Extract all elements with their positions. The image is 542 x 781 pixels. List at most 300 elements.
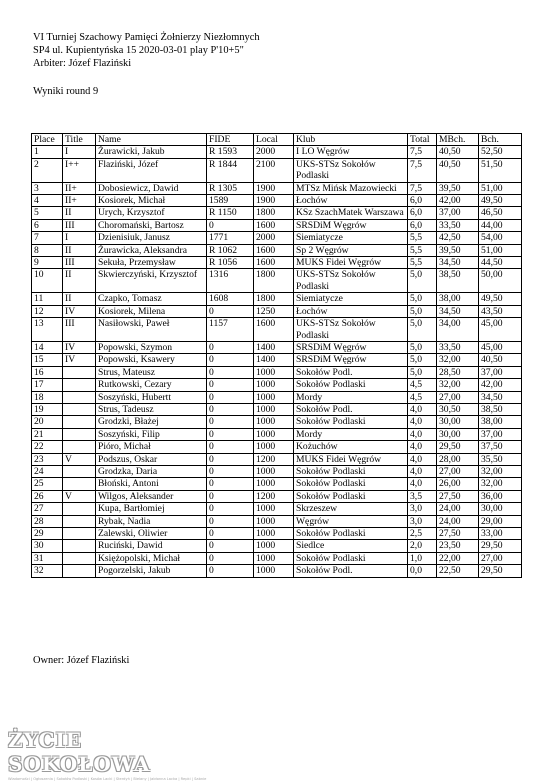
cell-total: 6,0 — [408, 207, 437, 219]
cell-mbch: 38,50 — [437, 269, 479, 293]
cell-klub: KSz SzachMatek Warszawa — [294, 207, 408, 219]
cell-local: 1000 — [254, 379, 294, 391]
cell-local: 1000 — [254, 441, 294, 453]
column-header-title: Title — [63, 134, 96, 146]
cell-fide: 0 — [207, 403, 254, 415]
cell-klub: Siemiatycze — [294, 232, 408, 244]
cell-bch: 37,50 — [479, 441, 522, 453]
cell-name: Sekuła, Przemysław — [96, 257, 207, 269]
cell-title — [63, 503, 96, 515]
cell-local: 1800 — [254, 269, 294, 293]
results-table — [31, 133, 522, 578]
cell-name: Rybak, Nadia — [96, 515, 207, 527]
cell-bch: 45,00 — [479, 318, 522, 342]
newspaper-watermark-logo — [8, 728, 207, 781]
cell-klub: Węgrów — [294, 515, 408, 527]
table-row — [32, 565, 522, 577]
cell-name: Kosiorek, Michał — [96, 195, 207, 207]
cell-title — [63, 366, 96, 378]
cell-bch: 38,50 — [479, 403, 522, 415]
cell-fide: 0 — [207, 453, 254, 465]
cell-mbch: 26,00 — [437, 478, 479, 490]
table-row — [32, 341, 522, 353]
table-row — [32, 305, 522, 317]
table-row — [32, 478, 522, 490]
cell-title: I++ — [63, 158, 96, 182]
cell-total: 5,0 — [408, 318, 437, 342]
cell-local: 2000 — [254, 146, 294, 158]
cell-fide: R 1150 — [207, 207, 254, 219]
cell-mbch: 34,50 — [437, 305, 479, 317]
cell-fide: 1316 — [207, 269, 254, 293]
arbiter-line: Arbiter: Józef Flaziński — [33, 57, 132, 69]
cell-total: 5,0 — [408, 366, 437, 378]
cell-name: Ruciński, Dawid — [96, 540, 207, 552]
cell-name: Księżopolski, Michał — [96, 552, 207, 564]
cell-fide: 0 — [207, 416, 254, 428]
table-row — [32, 244, 522, 256]
cell-bch: 49,50 — [479, 195, 522, 207]
cell-klub: Sp 2 Węgrów — [294, 244, 408, 256]
cell-mbch: 30,50 — [437, 403, 479, 415]
column-header-bch: Bch. — [479, 134, 522, 146]
cell-title: II — [63, 244, 96, 256]
cell-title — [63, 416, 96, 428]
cell-mbch: 39,50 — [437, 182, 479, 194]
cell-fide: 1157 — [207, 318, 254, 342]
cell-fide: R 1062 — [207, 244, 254, 256]
cell-mbch: 30,00 — [437, 416, 479, 428]
cell-name: Choromański, Bartosz — [96, 219, 207, 231]
cell-place: 3 — [32, 182, 63, 194]
cell-local: 1000 — [254, 403, 294, 415]
cell-total: 4,5 — [408, 379, 437, 391]
cell-mbch: 42,50 — [437, 232, 479, 244]
table-row — [32, 528, 522, 540]
cell-mbch: 24,00 — [437, 515, 479, 527]
cell-title — [63, 478, 96, 490]
cell-place: 12 — [32, 305, 63, 317]
cell-bch: 38,00 — [479, 416, 522, 428]
column-header-klub: Klub — [294, 134, 408, 146]
cell-place: 22 — [32, 441, 63, 453]
table-row — [32, 146, 522, 158]
cell-klub: Sokołów Podlaski — [294, 478, 408, 490]
cell-klub: Skrzeszew — [294, 503, 408, 515]
cell-place: 9 — [32, 257, 63, 269]
cell-local: 1250 — [254, 305, 294, 317]
cell-fide: 0 — [207, 366, 254, 378]
cell-bch: 45,00 — [479, 341, 522, 353]
cell-fide: 0 — [207, 441, 254, 453]
cell-mbch: 32,00 — [437, 354, 479, 366]
cell-name: Grodzki, Błażej — [96, 416, 207, 428]
cell-local: 1000 — [254, 503, 294, 515]
cell-local: 1800 — [254, 293, 294, 305]
cell-local: 1600 — [254, 318, 294, 342]
cell-bch: 46,50 — [479, 207, 522, 219]
table-row — [32, 354, 522, 366]
cell-klub: Sokołów Podlaski — [294, 379, 408, 391]
cell-mbch: 24,00 — [437, 503, 479, 515]
cell-total: 6,0 — [408, 219, 437, 231]
cell-place: 1 — [32, 146, 63, 158]
cell-name: Nasiłowski, Paweł — [96, 318, 207, 342]
cell-local: 1600 — [254, 219, 294, 231]
cell-local: 1900 — [254, 195, 294, 207]
cell-total: 4,0 — [408, 441, 437, 453]
cell-place: 5 — [32, 207, 63, 219]
cell-klub: Sokołów Podl. — [294, 403, 408, 415]
cell-title — [63, 441, 96, 453]
cell-name: Strus, Tadeusz — [96, 403, 207, 415]
cell-bch: 33,00 — [479, 528, 522, 540]
cell-title: III — [63, 318, 96, 342]
cell-place: 21 — [32, 428, 63, 440]
cell-mbch: 40,50 — [437, 158, 479, 182]
cell-mbch: 38,00 — [437, 293, 479, 305]
cell-name: Kupa, Bartłomiej — [96, 503, 207, 515]
cell-klub: Sokołów Podlaski — [294, 465, 408, 477]
cell-fide: R 1844 — [207, 158, 254, 182]
cell-name: Błoński, Antoni — [96, 478, 207, 490]
cell-bch: 52,50 — [479, 146, 522, 158]
cell-place: 2 — [32, 158, 63, 182]
cell-mbch: 22,00 — [437, 552, 479, 564]
cell-local: 1400 — [254, 341, 294, 353]
cell-name: Dzienisiuk, Janusz — [96, 232, 207, 244]
cell-bch: 27,00 — [479, 552, 522, 564]
cell-fide: 0 — [207, 565, 254, 577]
table-body — [32, 146, 522, 577]
cell-total: 7,5 — [408, 146, 437, 158]
cell-fide: R 1305 — [207, 182, 254, 194]
column-header-name: Name — [96, 134, 207, 146]
cell-place: 20 — [32, 416, 63, 428]
cell-mbch: 28,00 — [437, 453, 479, 465]
cell-total: 3,0 — [408, 503, 437, 515]
cell-fide: 0 — [207, 540, 254, 552]
cell-total: 5,0 — [408, 305, 437, 317]
cell-name: Skwierczyński, Krzysztof — [96, 269, 207, 293]
cell-place: 27 — [32, 503, 63, 515]
cell-bch: 51,00 — [479, 244, 522, 256]
table-row — [32, 269, 522, 293]
cell-mbch: 27,00 — [437, 465, 479, 477]
cell-name: Strus, Mateusz — [96, 366, 207, 378]
table-row — [32, 379, 522, 391]
cell-bch: 29,50 — [479, 540, 522, 552]
cell-mbch: 39,50 — [437, 244, 479, 256]
cell-name: Flaziński, Józef — [96, 158, 207, 182]
cell-total: 4,0 — [408, 403, 437, 415]
cell-place: 23 — [32, 453, 63, 465]
cell-local: 1000 — [254, 366, 294, 378]
cell-bch: 40,50 — [479, 354, 522, 366]
cell-total: 4,0 — [408, 428, 437, 440]
cell-place: 29 — [32, 528, 63, 540]
cell-klub: Sokołów Podlaski — [294, 490, 408, 502]
cell-mbch: 32,00 — [437, 379, 479, 391]
cell-local: 1000 — [254, 565, 294, 577]
cell-bch: 32,00 — [479, 465, 522, 477]
cell-name: Żurawicki, Jakub — [96, 146, 207, 158]
column-header-total: Total — [408, 134, 437, 146]
cell-mbch: 33,50 — [437, 341, 479, 353]
cell-total: 4,0 — [408, 478, 437, 490]
cell-name: Żurawicka, Aleksandra — [96, 244, 207, 256]
column-header-mbch: MBch. — [437, 134, 479, 146]
cell-local: 1000 — [254, 540, 294, 552]
cell-title — [63, 565, 96, 577]
cell-fide: 0 — [207, 428, 254, 440]
cell-name: Zalewski, Oliwier — [96, 528, 207, 540]
cell-local: 1800 — [254, 207, 294, 219]
cell-title: IV — [63, 341, 96, 353]
cell-place: 31 — [32, 552, 63, 564]
cell-klub: MUKS Fidei Węgrów — [294, 257, 408, 269]
cell-bch: 54,00 — [479, 232, 522, 244]
cell-title: I — [63, 146, 96, 158]
cell-klub: Sokołów Podl. — [294, 565, 408, 577]
cell-name: Pogorzelski, Jakub — [96, 565, 207, 577]
table-row — [32, 465, 522, 477]
cell-fide: 0 — [207, 341, 254, 353]
cell-place: 13 — [32, 318, 63, 342]
cell-fide: 0 — [207, 465, 254, 477]
cell-fide: R 1593 — [207, 146, 254, 158]
cell-title: II+ — [63, 182, 96, 194]
table-row — [32, 207, 522, 219]
cell-total: 4,0 — [408, 465, 437, 477]
cell-total: 1,0 — [408, 552, 437, 564]
cell-title: II+ — [63, 195, 96, 207]
cell-local: 1600 — [254, 244, 294, 256]
cell-mbch: 34,00 — [437, 318, 479, 342]
cell-klub: SRSDiM Węgrów — [294, 219, 408, 231]
table-row — [32, 403, 522, 415]
table-row — [32, 318, 522, 342]
cell-title — [63, 465, 96, 477]
cell-mbch: 23,50 — [437, 540, 479, 552]
cell-mbch: 40,50 — [437, 146, 479, 158]
cell-total: 7,5 — [408, 158, 437, 182]
cell-place: 6 — [32, 219, 63, 231]
cell-bch: 43,50 — [479, 305, 522, 317]
cell-title — [63, 403, 96, 415]
cell-klub: Sokołów Podlaski — [294, 552, 408, 564]
cell-local: 1000 — [254, 528, 294, 540]
cell-name: Dobosiewicz, Dawid — [96, 182, 207, 194]
cell-total: 2,0 — [408, 540, 437, 552]
cell-mbch: 42,00 — [437, 195, 479, 207]
cell-mbch: 34,50 — [437, 257, 479, 269]
cell-klub: Siedlce — [294, 540, 408, 552]
cell-klub: I LO Węgrów — [294, 146, 408, 158]
cell-title: V — [63, 453, 96, 465]
cell-title — [63, 379, 96, 391]
cell-total: 6,0 — [408, 195, 437, 207]
cell-klub: MUKS Fidei Węgrów — [294, 453, 408, 465]
cell-klub: Łochów — [294, 305, 408, 317]
cell-mbch: 27,50 — [437, 528, 479, 540]
cell-klub: Sokołów Podlaski — [294, 528, 408, 540]
tournament-venue-date: SP4 ul. Kupientyńska 15 2020-03-01 play P'10+5" — [33, 44, 244, 56]
cell-klub: Sokołów Podlaski — [294, 416, 408, 428]
cell-bch: 44,00 — [479, 219, 522, 231]
cell-local: 1000 — [254, 552, 294, 564]
cell-title: IV — [63, 354, 96, 366]
owner-line: Owner: Józef Flaziński — [33, 655, 130, 666]
cell-fide: 1589 — [207, 195, 254, 207]
cell-fide: 0 — [207, 391, 254, 403]
cell-place: 30 — [32, 540, 63, 552]
cell-bch: 37,00 — [479, 366, 522, 378]
cell-title: V — [63, 490, 96, 502]
cell-klub: UKS-STSz Sokołów Podlaski — [294, 269, 408, 293]
table-row — [32, 540, 522, 552]
document-header — [33, 32, 260, 70]
cell-fide: 1608 — [207, 293, 254, 305]
watermark-tagline: Wiadomości | Ogłoszenia | Sokołów Podlaski | Kosów Lacki | Sterdyń | Bielany | Jabłonna Lacka | Repki | Sabnie — [8, 777, 207, 781]
cell-bch: 51,00 — [479, 182, 522, 194]
cell-bch: 49,50 — [479, 293, 522, 305]
cell-total: 3,5 — [408, 490, 437, 502]
cell-local: 1000 — [254, 478, 294, 490]
cell-total: 3,0 — [408, 515, 437, 527]
cell-name: Wilgos, Aleksander — [96, 490, 207, 502]
table-row — [32, 219, 522, 231]
cell-total: 5,0 — [408, 269, 437, 293]
cell-title: III — [63, 219, 96, 231]
cell-place: 18 — [32, 391, 63, 403]
column-header-place: Place — [32, 134, 63, 146]
cell-local: 1000 — [254, 465, 294, 477]
cell-total: 5,5 — [408, 244, 437, 256]
cell-bch: 30,00 — [479, 503, 522, 515]
cell-fide: R 1056 — [207, 257, 254, 269]
cell-local: 1200 — [254, 490, 294, 502]
cell-bch: 36,00 — [479, 490, 522, 502]
round-title: Wyniki round 9 — [33, 86, 99, 97]
cell-klub: Łochów — [294, 195, 408, 207]
cell-name: Urych, Krzysztof — [96, 207, 207, 219]
cell-total: 4,5 — [408, 391, 437, 403]
cell-total: 7,5 — [408, 182, 437, 194]
table-row — [32, 232, 522, 244]
cell-local: 1000 — [254, 515, 294, 527]
cell-place: 8 — [32, 244, 63, 256]
cell-name: Czapko, Tomasz — [96, 293, 207, 305]
cell-mbch: 27,50 — [437, 490, 479, 502]
cell-place: 32 — [32, 565, 63, 577]
table-row — [32, 257, 522, 269]
cell-klub: UKS-STSz Sokołów Podlaski — [294, 318, 408, 342]
cell-place: 11 — [32, 293, 63, 305]
cell-title — [63, 391, 96, 403]
table-row — [32, 515, 522, 527]
cell-klub: SRSDiM Węgrów — [294, 354, 408, 366]
cell-local: 2000 — [254, 232, 294, 244]
cell-title: II — [63, 269, 96, 293]
table-row — [32, 441, 522, 453]
cell-total: 0,0 — [408, 565, 437, 577]
cell-title: II — [63, 293, 96, 305]
table-row — [32, 453, 522, 465]
cell-title — [63, 528, 96, 540]
cell-place: 17 — [32, 379, 63, 391]
table-row — [32, 195, 522, 207]
cell-place: 7 — [32, 232, 63, 244]
cell-fide: 0 — [207, 552, 254, 564]
cell-place: 10 — [32, 269, 63, 293]
cell-klub: Kożuchów — [294, 441, 408, 453]
cell-local: 1000 — [254, 391, 294, 403]
cell-name: Soszyński, Hubertt — [96, 391, 207, 403]
cell-bch: 35,50 — [479, 453, 522, 465]
cell-name: Popowski, Szymon — [96, 341, 207, 353]
cell-local: 2100 — [254, 158, 294, 182]
cell-klub: Siemiatycze — [294, 293, 408, 305]
cell-klub: Sokołów Podl. — [294, 366, 408, 378]
cell-name: Grodzka, Daria — [96, 465, 207, 477]
table-row — [32, 182, 522, 194]
cell-title: III — [63, 257, 96, 269]
cell-mbch: 27,00 — [437, 391, 479, 403]
cell-mbch: 37,00 — [437, 207, 479, 219]
cell-fide: 0 — [207, 219, 254, 231]
cell-mbch: 22,50 — [437, 565, 479, 577]
cell-local: 1900 — [254, 182, 294, 194]
table-row — [32, 416, 522, 428]
table-row — [32, 158, 522, 182]
cell-bch: 29,00 — [479, 515, 522, 527]
cell-title — [63, 552, 96, 564]
watermark-logo-text: ŻYCIE SOKOŁOWA — [8, 728, 151, 776]
table-row — [32, 503, 522, 515]
cell-local: 1000 — [254, 416, 294, 428]
cell-total: 5,5 — [408, 257, 437, 269]
column-header-local: Local — [254, 134, 294, 146]
cell-name: Rutkowski, Cezary — [96, 379, 207, 391]
table-row — [32, 490, 522, 502]
cell-bch: 51,50 — [479, 158, 522, 182]
cell-place: 26 — [32, 490, 63, 502]
cell-fide: 0 — [207, 305, 254, 317]
cell-local: 1600 — [254, 257, 294, 269]
cell-place: 25 — [32, 478, 63, 490]
cell-title: I — [63, 232, 96, 244]
table-row — [32, 366, 522, 378]
cell-place: 4 — [32, 195, 63, 207]
cell-fide: 0 — [207, 515, 254, 527]
cell-fide: 0 — [207, 503, 254, 515]
cell-title — [63, 515, 96, 527]
cell-klub: UKS-STSz Sokołów Podlaski — [294, 158, 408, 182]
cell-name: Soszyński, Filip — [96, 428, 207, 440]
cell-fide: 0 — [207, 478, 254, 490]
cell-total: 5,5 — [408, 232, 437, 244]
cell-bch: 29,50 — [479, 565, 522, 577]
cell-place: 15 — [32, 354, 63, 366]
cell-local: 1000 — [254, 428, 294, 440]
cell-place: 24 — [32, 465, 63, 477]
cell-name: Podszus, Oskar — [96, 453, 207, 465]
table-row — [32, 293, 522, 305]
cell-name: Popowski, Ksawery — [96, 354, 207, 366]
column-header-fide: FIDE — [207, 134, 254, 146]
cell-klub: MTSz Mińsk Mazowiecki — [294, 182, 408, 194]
